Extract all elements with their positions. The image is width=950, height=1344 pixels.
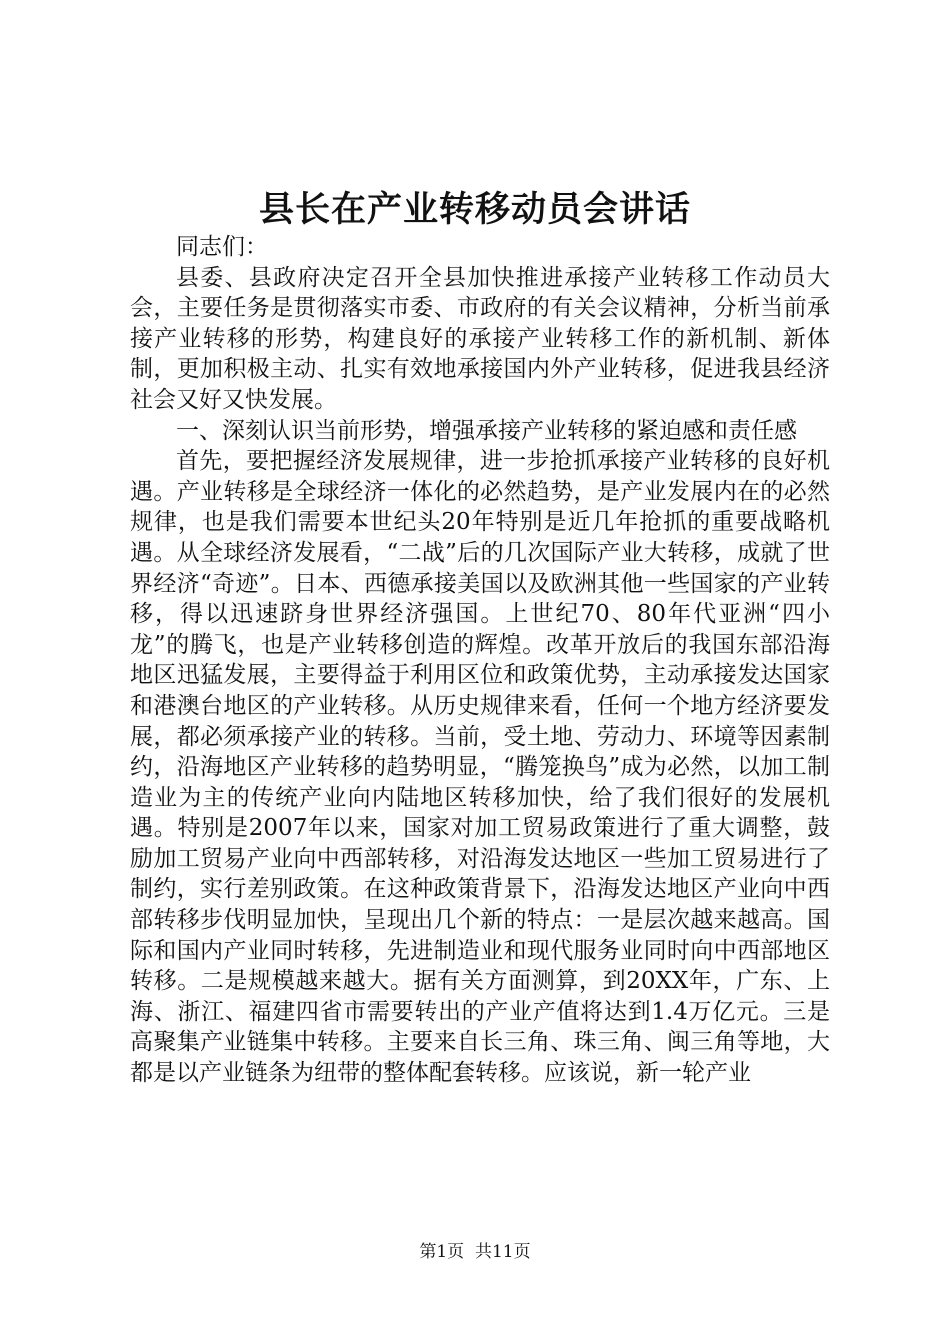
page-number-label: 第1页 共11页 [419, 1242, 531, 1262]
page-footer [0, 1240, 950, 1264]
document-title: 县长在产业转移动员会讲话 [258, 189, 691, 230]
salutation: 同志们： [176, 234, 268, 260]
paragraph-intro: 县委、县政府决定召开全县加快推进承接产业转移工作动员大会，主要任务是贯彻落实市委、市政府的有关会议精神，分析当前承接产业转移的形势，构建良好的承接产业转移工作的新机制、新体制，更加积极主动、扎实有效地承接国内外产业转移，促进我县经济社会又好又快发展。 [130, 264, 830, 413]
paragraph-first-point: 首先，要把握经济发展规律，进一步抢抓承接产业转移的良好机遇。产业转移是全球经济一体化的必然趋势，是产业发展内在的必然规律，也是我们需要本世纪头20年特别是近几年抢抓的重要战略机遇。从全球经济发展看，“二战”后的几次国际产业大转移，成就了世界经济“奇迹”。日本、西德承接美国以及欧洲其他一些国家的产业转移，得以迅速跻身世界经济强国。上世纪70、80年代亚洲“四小龙”的腾飞，也是产业转移创造的辉煌。改革开放后的我国东部沿海地区迅猛发展，主要得益于利用区位和政策优势，主动承接发达国家和港澳台地区的产业转移。从历史规律来看，任何一个地方经济要发展，都必须承接产业的转移。当前，受土地、劳动力、环境等因素制约，沿海地区产业转移的趋势明显，“腾笼换鸟”成为必然，以加工制造业为主的传统产业向内陆地区转移加快，给了我们很好的发展机遇。特别是2007年以来，国家对加工贸易政策进行了重大调整，鼓励加工贸易产业向中西部转移，对沿海发达地区一些加工贸易进行了制约，实行差别政策。在这种政策背景下，沿海发达地区产业向中西部转移步伐明显加快，呈现出几个新的特点：一是层次越来越高。国际和国内产业同时转移，先进制造业和现代服务业同时向中西部地区转移。二是规模越来越大。据有关方面测算，到20XX年，广东、上海、浙江、福建四省市需要转出的产业产值将达到1.4万亿元。三是高聚集产业链集中转移。主要来自长三角、珠三角、闽三角等地，大都是以产业链条为纽带的整体配套转移。应该说，新一轮产业 [130, 448, 830, 1087]
document-body [130, 232, 830, 1089]
section-heading-1: 一、深刻认识当前形势，增强承接产业转移的紧迫感和责任感 [176, 417, 797, 444]
